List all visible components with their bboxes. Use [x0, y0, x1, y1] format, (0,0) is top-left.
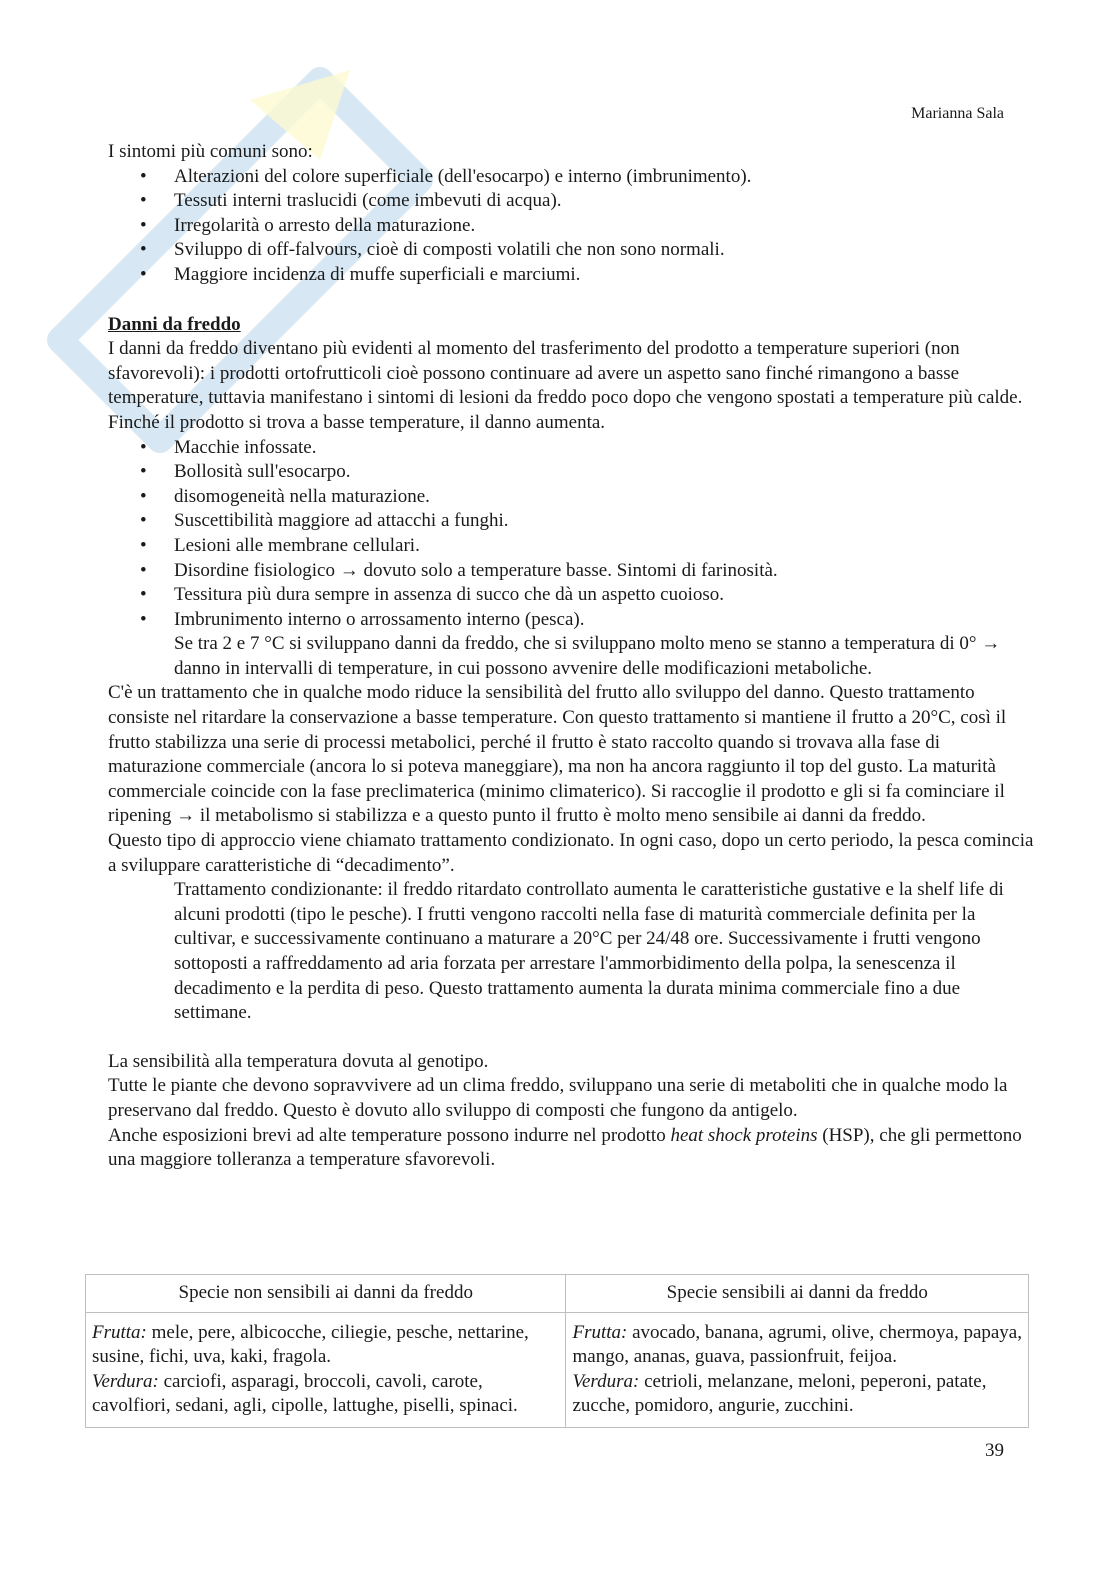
paragraph: C'è un trattamento che in qualche modo riduce la sensibilità del frutto allo sviluppo del danno. Questo trattamento consiste nel ritardare la conservazione a basse temperature. Con questo trattamento si mantiene il frutto a 20°C, così il frutto stabilizza una serie di processi metabolici, perché il frutto è stato raccolto quando si trovava alla fase di maturazione commerciale (ancora lo si poteva maneggiare), ma non ha ancora raggiunto il top del gusto. La maturità commerciale coincide con la fase preclimaterica (minimo climaterico). Si raccoglie il prodotto e gli si fa cominciare il ripening → il metabolismo si stabilizza e a questo punto il frutto è molto meno sensibile ai danni da freddo. [108, 682, 1007, 827]
list-item: • Maggiore incidenza di muffe superficiali e marciumi. [108, 263, 1038, 288]
symptoms-list [108, 165, 1038, 288]
spacer [108, 1026, 1038, 1050]
paragraph: Tutte le piante che devono sopravvivere ad un clima freddo, sviluppano una serie di metaboliti che in qualche modo la preservano dal freddo. Questo è dovuto allo sviluppo di composti che fungono da antigelo. [108, 1075, 1008, 1121]
paragraph: La sensibilità alla temperatura dovuta al genotipo. [108, 1050, 489, 1072]
list-item: • Disordine fisiologico → dovuto solo a temperature basse. Sintomi di farinosità. [108, 559, 1038, 584]
table-cell [566, 1312, 1029, 1427]
cell-label: Frutta: [92, 1321, 147, 1343]
column-header: Specie sensibili ai danni da freddo [566, 1275, 1029, 1313]
list-item: • Lesioni alle membrane cellulari. [108, 534, 1038, 559]
list-item [108, 608, 1038, 682]
chilling-list [108, 436, 1038, 682]
emphasis: heat shock proteins [670, 1124, 818, 1146]
paragraph: Questo tipo di approccio viene chiamato trattamento condizionato. In ogni caso, dopo un certo periodo, la pesca comincia a sviluppare caratteristiche di “decadimento”. [108, 830, 1034, 876]
cell-text: cetrioli, melanzane, meloni, peperoni, patate, zucche, pomidoro, angurie, zucchini. [572, 1370, 987, 1417]
author-name: Marianna Sala [911, 105, 1004, 122]
text-run: (HSP), che gli permettono una maggiore tolleranza a temperature sfavorevoli. [108, 1124, 1022, 1171]
list-item-text: Imbrunimento interno o arrossamento interno (pesca). [174, 608, 585, 630]
page-number: 39 [985, 1440, 1004, 1461]
list-item: • Alterazioni del colore superficiale (dell'esocarpo) e interno (imbrunimento). [108, 165, 1038, 190]
table-header-row [86, 1275, 1029, 1313]
table-row [86, 1312, 1029, 1427]
list-item: • Tessitura più dura sempre in assenza di succo che dà un aspetto cuoioso. [108, 583, 1038, 608]
list-item: • Sviluppo di off-falvours, cioè di composti volatili che non sono normali. [108, 238, 1038, 263]
list-item: • Suscettibilità maggiore ad attacchi a funghi. [108, 509, 1038, 534]
list-item: • disomogeneità nella maturazione. [108, 485, 1038, 510]
paragraph [108, 1124, 1038, 1173]
species-table [85, 1274, 1029, 1428]
cell-text: avocado, banana, agrumi, olive, chermoya, papaya, mango, ananas, guava, passionfruit, feijoa. [572, 1321, 1022, 1368]
cell-text: carciofi, asparagi, broccoli, cavoli, carote, cavolfiori, sedani, agli, cipolle, lattughe, piselli, spinaci. [92, 1370, 518, 1417]
cell-label: Frutta: [572, 1321, 628, 1343]
table-cell [86, 1312, 566, 1427]
cell-label: Verdura: [92, 1370, 159, 1392]
cell-text: mele, pere, albicocche, ciliegie, pesche, nettarine, susine, fichi, uva, kaki, fragola. [92, 1321, 529, 1368]
symptoms-lead: I sintomi più comuni sono: [108, 141, 313, 162]
list-item: • Bollosità sull'esocarpo. [108, 460, 1038, 485]
list-item-extra: Se tra 2 e 7 °C si sviluppano danni da freddo, che si sviluppano molto meno se stanno a temperatura di 0° → danno in intervalli di temperature, in cui possono avvenire delle modificazioni metaboliche. [174, 633, 1001, 679]
paragraph: I danni da freddo diventano più evidenti al momento del trasferimento del prodotto a temperature superiori (non sfavorevoli): i prodotti ortofrutticoli cioè possono continuare ad avere un aspetto sano finché rimangono a basse temperature, tuttavia manifestano i sintomi di lesioni da freddo poco dopo che vengono spostati a temperature più calde. Finché il prodotto si trova a basse temperature, il danno aumenta. [108, 338, 1023, 433]
list-item: • Irregolarità o arresto della maturazione. [108, 214, 1038, 239]
indented-paragraph: Trattamento condizionante: il freddo ritardato controllato aumenta le caratteristiche gustative e la shelf life di alcuni prodotti (tipo le pesche). I frutti vengono raccolti nella fase di maturità commerciale definita per la cultivar, e successivamente continuano a maturare a 20°C per 24/48 ore. Successivamente i frutti vengono sottoposti a raffreddamento ad aria forzata per arrestare l'ammorbidimento della polpa, la senescenza il decadimento e la perdita di peso. Questo trattamento aumenta la durata minima commerciale fino a due settimane. [174, 879, 1004, 1024]
page-body [108, 140, 1038, 1173]
list-item: • Tessuti interni traslucidi (come imbevuti di acqua). [108, 189, 1038, 214]
text-run: Anche esposizioni brevi ad alte temperature possono indurre nel prodotto [108, 1124, 671, 1146]
column-header: Specie non sensibili ai danni da freddo [86, 1275, 566, 1313]
list-item: • Macchie infossate. [108, 436, 1038, 461]
cell-label: Verdura: [572, 1370, 640, 1392]
section-heading: Danni da freddo [108, 313, 241, 335]
